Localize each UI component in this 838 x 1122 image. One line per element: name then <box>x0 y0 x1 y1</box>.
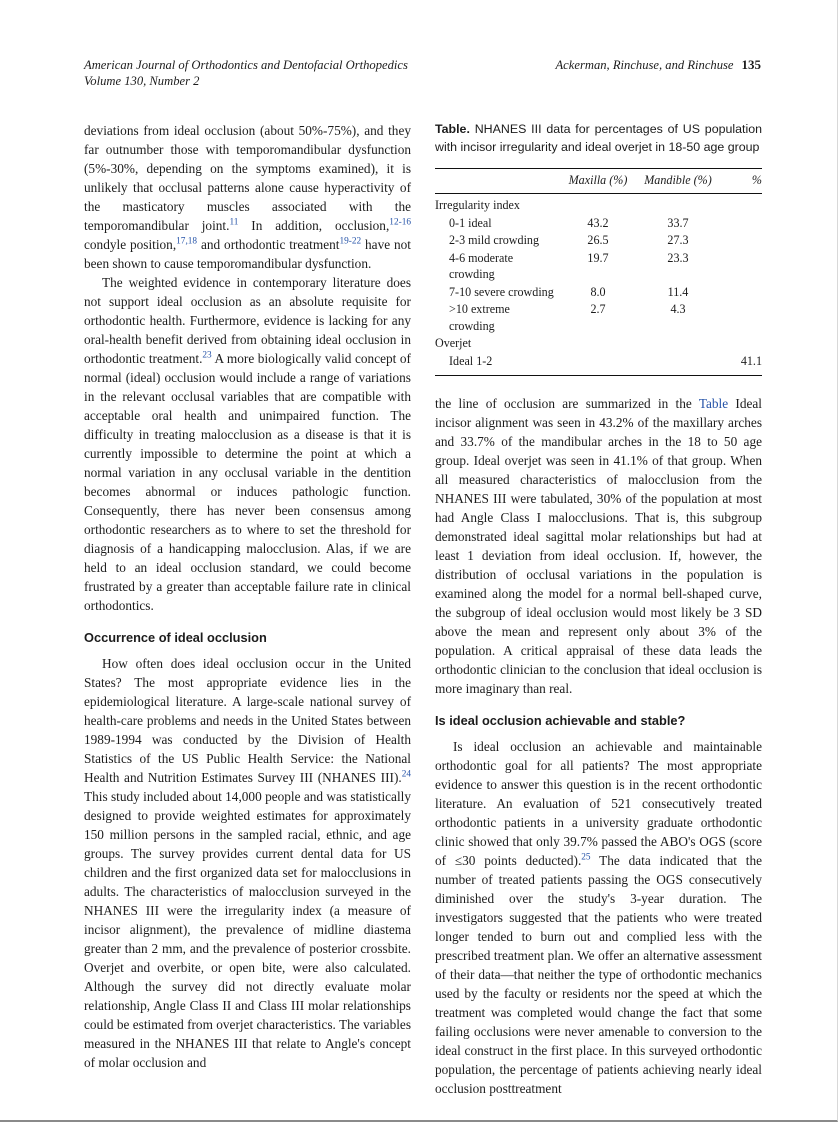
journal-title: American Journal of Orthodontics and Dentofacial Orthopedics <box>84 58 408 72</box>
table-row-section <box>435 197 762 215</box>
paragraph: How often does ideal occlusion occur in the United States? The most appropriate evidence lies in the epidemiological literature. A large-scale national survey of health-care problems and needs in the United States between 1989-1994 was conducted by the Division of Health Statistics of the US Public Health Service: the National Health and Nutrition Estimates Survey III (NHANES III).$^{24}$ This study included about 14,000 people and was statistically designed to provide weighted estimates for approximately 150 million persons in the sampled racial, ethnic, and age groups. The survey provides current dental data for US children and the first organized data set for malocclusions in adults. The characteristics of malocclusion surveyed in the NHANES III were the irregularity index (a measure of incisor alignment), the prevalence of midline diastema greater than 2 mm, and the prevalence of posterior crossbite. Overjet and overbite, or open bite, were also calculated. Although the survey did not directly evaluate molar relationship, Angle Class II and Class III molar relationships could be estimated from overjet characteristics. The variables measured in the NHANES III that relate to Angle's concept of molar occlusion and <box>84 656 411 1070</box>
cell-mandible: 11.4 <box>667 284 689 299</box>
citation-ref[interactable]: 11 <box>229 217 239 228</box>
cell-maxilla: 2.7 <box>590 302 606 317</box>
citation-ref[interactable]: 19-22 <box>339 236 362 247</box>
paragraph: The weighted evidence in contemporary literature does not support ideal occlusion as an absolute requisite for orthodontic health. Furthermore, evidence is lacking for any oral-health benefit derived from obtaining ideal occlusion in orthodontic treatment.$^{23}$ A more biologically valid concept of normal (ideal) occlusion would include a range of variations in the relevant occlusal variables that are compatible with acceptable oral health and unimpaired function. The difficulty in treating malocclusion as a disease is that it is currently impossible to determine the point at which a normal variation in any occlusal variable in the dentition becomes abnormal or induces pathologic function. Consequently, there has never been consensus among orthodontic researchers as to where to set the threshold for diagnosis of a handicapping malocclusion. Alas, if we are held to an ideal occlusion standard, we could become frustrated by a greater than acceptable failure rate in clinical orthodontics. <box>84 275 411 613</box>
table-row <box>435 283 762 301</box>
paragraph-continued: deviations from ideal occlusion (about 50%-75%), and they far outnumber those with temporomandibular dysfunction (5%-30%, depending on the symptoms examined), it is unlikely that occlusal patterns alone cause hyperactivity of the masticatory muscles associated with the temporomandibular joint.$^{11}$ In addition, occlusion,$^{12-16}$ condyle position,$^{17,18}$ and orthodontic treatment$^{19-22}$ have not been shown to cause temporomandibular dysfunction. <box>84 123 411 271</box>
table-header-maxilla: Maxilla (%) <box>568 173 628 188</box>
cell-maxilla: 26.5 <box>587 233 609 248</box>
paragraph: Is ideal occlusion an achievable and maintainable orthodontic goal for all patients? The most appropriate evidence to answer this question is in the recent orthodontic literature. An evaluation of 521 consecutively treated orthodontic patients in a university graduate orthodontic clinic showed that only 39.7% passed the ABO's OGS (score of ≤30 points deducted).$^{25}$ The data indicated that the number of treated patients passing the OGS consecutively diminished over the study's 3-year duration. The investigators suggested that the patients who were treated longer tended to burn out and complied less with the prescribed treatment plan. We offer an alternative assessment of their data—that neither the type of orthodontic mechanics used by the faculty or residents nor the speed at which the treatment was completed would change the fact that some failing occlusions were never amenable to conversion to the ideal construct in the first place. In this surveyed orthodontic population, the percentage of patients achieving nearly ideal occlusion posttreatment <box>435 738 762 1096</box>
cell-percent <box>718 232 762 249</box>
row-label: 0-1 ideal <box>449 215 492 230</box>
row-label: 4-6 moderate crowding <box>449 250 514 282</box>
citation-ref[interactable]: 24 <box>401 769 411 780</box>
paragraph-after-table: the line of occlusion are summarized in the Table Ideal incisor alignment was seen in 43.2% of the maxillary arches and 33.7% of the mandibular arches in the 18 to 50 age group. Ideal overjet was seen in 41.1% of that group. When all measured characteristics of malocclusion from the NHANES III were tabulated, 30% of the population at most had Angle Class I malocclusions. That is, this subgroup demonstrated ideal sagittal molar relationships but had at least 1 deviation from ideal occlusion. If, however, the distribution of occlusal variations in the population is examined along the model for a normal bell-shaped curve, the subgroup of ideal occlusion would most likely be 3 SD above the mean and represent only about 3% of the population. A critical appraisal of these data leads the orthodontic clinician to the conclusion that ideal occlusion is more imaginary than real. <box>435 395 762 696</box>
cell-percent <box>718 301 762 334</box>
cell-mandible <box>638 335 718 352</box>
row-label: Ideal 1-2 <box>449 353 493 368</box>
table-row <box>435 249 762 283</box>
page-number: 135 <box>741 57 761 72</box>
section-heading-achievable: Is ideal occlusion achievable and stable? <box>435 712 686 728</box>
cell-maxilla: 19.7 <box>587 250 609 265</box>
table-header-percent: % <box>751 173 762 188</box>
citation-ref[interactable]: 12-16 <box>389 217 411 228</box>
nhanes-table <box>435 168 762 376</box>
cell-mandible <box>638 197 718 214</box>
section-heading-occurrence: Occurrence of ideal occlusion <box>84 630 267 645</box>
two-column-content <box>84 121 762 1098</box>
table-body <box>435 194 762 375</box>
table-row <box>435 352 762 370</box>
table-row <box>435 232 762 250</box>
table-row-section <box>435 335 762 353</box>
running-header <box>84 57 761 89</box>
table-caption-label: Table. <box>435 122 470 136</box>
row-label: 2-3 mild crowding <box>449 233 540 248</box>
cell-maxilla <box>558 335 638 352</box>
table-caption-text: NHANES III data for percentages of US population with incisor irregularity and ideal overjet in 18-50 age group <box>435 122 762 154</box>
journal-volume: Volume 130, Number 2 <box>84 74 200 88</box>
cell-maxilla: 8.0 <box>590 284 606 299</box>
cell-percent: 41.1 <box>740 353 762 368</box>
cell-mandible: 33.7 <box>667 215 689 230</box>
table-row <box>435 301 762 335</box>
table-header-mandible: Mandible (%) <box>644 173 712 188</box>
cell-mandible <box>638 353 718 370</box>
cell-mandible: 23.3 <box>667 250 689 265</box>
row-label: Overjet <box>435 336 472 351</box>
running-head-authors: Ackerman, Rinchuse, and Rinchuse <box>555 58 734 72</box>
right-column <box>435 121 762 1098</box>
table-caption <box>435 121 762 156</box>
cell-percent <box>718 284 762 301</box>
cell-mandible: 4.3 <box>670 302 686 317</box>
cell-maxilla: 43.2 <box>587 215 609 230</box>
cell-percent <box>718 250 762 283</box>
citation-ref[interactable]: 25 <box>581 852 591 863</box>
cell-percent <box>718 215 762 232</box>
journal-title-block <box>84 57 408 89</box>
table-header-row <box>435 169 762 194</box>
citation-ref[interactable]: 17,18 <box>176 236 198 247</box>
cell-percent <box>718 197 762 214</box>
cell-maxilla <box>558 353 638 370</box>
running-head-right <box>555 57 761 73</box>
left-column <box>84 121 411 1098</box>
cell-mandible: 27.3 <box>667 233 689 248</box>
cell-maxilla <box>558 197 638 214</box>
row-label: 7-10 severe crowding <box>449 284 554 299</box>
table-row <box>435 214 762 232</box>
cell-percent <box>718 335 762 352</box>
table-cross-reference-link[interactable]: Table <box>698 395 729 411</box>
citation-ref[interactable]: 23 <box>202 350 212 361</box>
row-label: >10 extreme crowding <box>449 302 510 333</box>
table-header-spacer <box>435 172 558 189</box>
row-label: Irregularity index <box>435 198 520 213</box>
